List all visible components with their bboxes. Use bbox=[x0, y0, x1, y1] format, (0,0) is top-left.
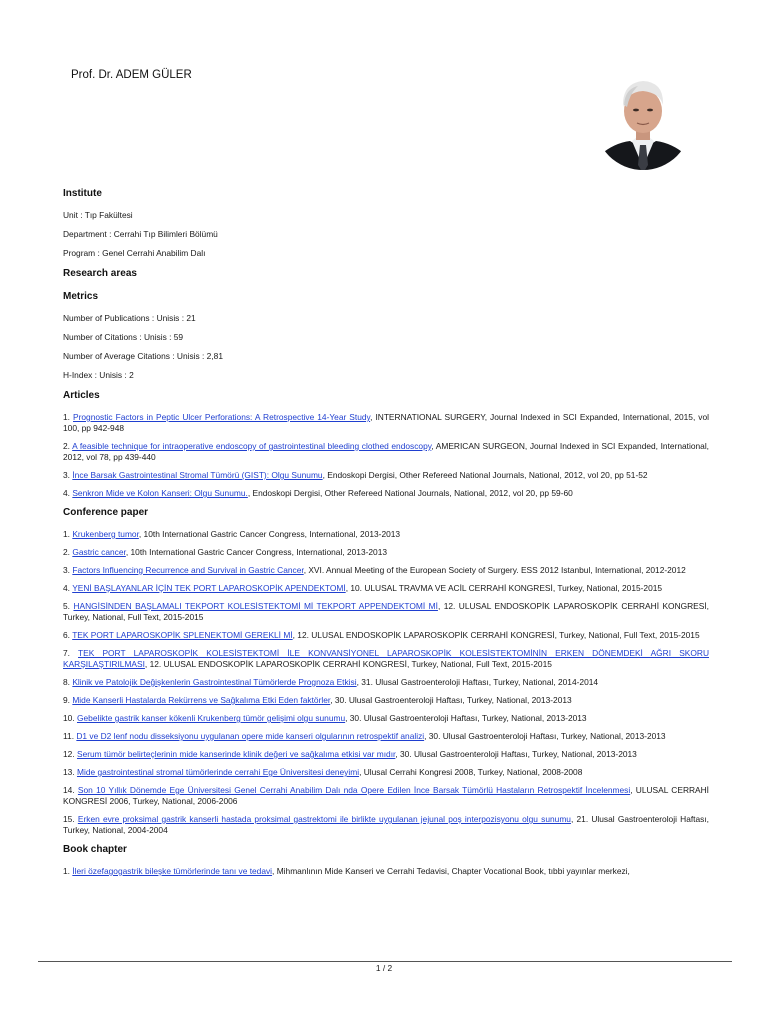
person-photo-icon bbox=[594, 69, 692, 175]
entry-details: , 10th International Gastric Cancer Congress, International, 2013-2013 bbox=[138, 529, 401, 539]
entry-details: , 10. ULUSAL TRAVMA VE ACİL CERRAHİ KONGRESİ, Turkey, National, 2015-2015 bbox=[345, 583, 663, 593]
article-entry bbox=[63, 441, 709, 463]
entry-number: 11. bbox=[63, 731, 75, 741]
entry-title-link[interactable]: Senkron Mide ve Kolon Kanseri: Olgu Sunumu. bbox=[72, 488, 248, 498]
entry-number: 14. bbox=[63, 785, 75, 795]
articles-list bbox=[63, 412, 709, 499]
entry-number: 13. bbox=[63, 767, 75, 777]
entry-title-link[interactable]: Krukenberg tumor bbox=[72, 529, 139, 539]
book-chapter-list bbox=[63, 866, 709, 877]
entry-title-link[interactable]: İleri özefagogastrik bileşke tümörlerinde tanı ve tedavi bbox=[72, 866, 273, 876]
entry-details: , 12. ULUSAL ENDOSKOPİK LAPAROSKOPİK CERRAHİ KONGRESİ, Turkey, National, Full Text, 2015-2015 bbox=[63, 601, 710, 622]
entry-number: 8. bbox=[63, 677, 70, 687]
entry-title-link[interactable]: D1 ve D2 lenf nodu disseksiyonu uygulanan opere mide kanseri olgularının retrospektif analizi bbox=[76, 731, 425, 741]
profile-photo bbox=[594, 69, 692, 175]
entry-details: , Endoskopi Dergisi, Other Refereed National Journals, National, 2012, vol 20, pp 59-60 bbox=[247, 488, 573, 498]
conference-entry bbox=[63, 565, 709, 576]
program-line: Program : Genel Cerrahi Anabilim Dalı bbox=[63, 248, 206, 258]
entry-title-link[interactable]: TEK PORT LAPAROSKOPİK SPLENEKTOMİ GEREKLİ Mİ bbox=[72, 630, 293, 640]
entry-number: 4. bbox=[63, 488, 70, 498]
institute-heading: Institute bbox=[63, 188, 102, 199]
entry-number: 9. bbox=[63, 695, 70, 705]
footer-divider bbox=[38, 961, 732, 962]
entry-title-link[interactable]: Gebelikte gastrik kanser kökenli Krukenberg tümör gelişimi olgu sunumu bbox=[76, 713, 346, 723]
conference-entry bbox=[63, 547, 709, 558]
book-chapter-entry bbox=[63, 866, 709, 877]
entry-number: 4. bbox=[63, 583, 70, 593]
entry-number: 15. bbox=[63, 814, 75, 824]
metrics-heading: Metrics bbox=[63, 291, 99, 302]
entry-number: 7. bbox=[63, 648, 70, 658]
entry-number: 2. bbox=[63, 441, 70, 451]
entry-details: , 12. ULUSAL ENDOSKOPİK LAPAROSKOPİK CERRAHİ KONGRESİ, Turkey, National, Full Text, 2015-2015 bbox=[144, 659, 552, 669]
entry-details: , Ulusal Cerrahi Kongresi 2008, Turkey, National, 2008-2008 bbox=[359, 767, 583, 777]
conference-entry bbox=[63, 767, 709, 778]
conference-entry bbox=[63, 529, 709, 540]
articles-heading: Articles bbox=[63, 390, 100, 401]
article-entry bbox=[63, 412, 709, 434]
entry-title-link[interactable]: Mide gastrointestinal stromal tümörlerinde cerrahi Ege Üniversitesi deneyimi bbox=[76, 767, 360, 777]
metric-h-index: H-Index : Unisis : 2 bbox=[63, 370, 134, 380]
conference-entry bbox=[63, 677, 709, 688]
entry-details: , 30. Ulusal Gastroenteroloji Haftası, Turkey, National, 2013-2013 bbox=[395, 749, 637, 759]
conference-entry bbox=[63, 648, 709, 670]
entry-details: , 30. Ulusal Gastroenteroloji Haftası, Turkey, National, 2013-2013 bbox=[330, 695, 572, 705]
page-number: 1 / 2 bbox=[375, 963, 393, 973]
entry-title-link[interactable]: Factors Influencing Recurrence and Survival in Gastric Cancer bbox=[72, 565, 304, 575]
conference-entry bbox=[63, 630, 709, 641]
entry-details: , 12. ULUSAL ENDOSKOPİK LAPAROSKOPİK CERRAHİ KONGRESİ, Turkey, National, Full Text, 2015-2015 bbox=[292, 630, 700, 640]
conference-entry bbox=[63, 601, 709, 623]
conference-entry bbox=[63, 749, 709, 760]
entry-title-link[interactable]: TEK PORT LAPAROSKOPİK KOLESİSTEKTOMİ İLE KONVANSİYONEL LAPAROSKOPİK KOLESİSTEKTOMİNİN ERKEN DÖNEMDEKİ AĞRI SKORU KARŞILAŞTIRILMASI bbox=[63, 648, 709, 669]
entry-title-link[interactable]: Klinik ve Patolojik Değişkenlerin Gastrointestinal Tümörlerde Prognoza Etkisi bbox=[72, 677, 357, 687]
entry-details: , 30. Ulusal Gastroenteroloji Haftası, Turkey, National, 2013-2013 bbox=[345, 713, 587, 723]
entry-number: 2. bbox=[63, 547, 70, 557]
entry-details: , ULUSAL CERRAHİ KONGRESİ 2006, Turkey, National, 2006-2006 bbox=[63, 785, 709, 806]
entry-title-link[interactable]: Prognostic Factors in Peptic Ulcer Perforations: A Retrospective 14-Year Study bbox=[73, 412, 371, 422]
entry-title-link[interactable]: Erken evre proksimal gastrik kanserli hastada proksimal gastrektomi ile birlikte uygulanan jejunal poş interpozisyonu olgu sunumu bbox=[77, 814, 571, 824]
entry-details: , XVI. Annual Meeting of the European Society of Surgery. ESS 2012 Istanbul, International, 2012-2012 bbox=[303, 565, 686, 575]
entry-number: 3. bbox=[63, 565, 70, 575]
entry-details: , 31. Ulusal Gastroenteroloji Haftası, Turkey, National, 2014-2014 bbox=[356, 677, 599, 687]
conference-entry bbox=[63, 695, 709, 706]
cv-content bbox=[63, 187, 709, 884]
book-chapter-heading: Book chapter bbox=[63, 844, 127, 855]
metric-average-citations: Number of Average Citations : Unisis : 2,81 bbox=[63, 351, 223, 361]
conference-entry bbox=[63, 814, 709, 836]
department-line: Department : Cerrahi Tıp Bilimleri Bölümü bbox=[63, 229, 218, 239]
metric-publications: Number of Publications : Unisis : 21 bbox=[63, 313, 196, 323]
entry-details: , 21. Ulusal Gastroenteroloji Haftası, Turkey, National, 2004-2004 bbox=[63, 814, 710, 835]
entry-details: , Mihmanlının Mide Kanseri ve Cerrahi Tedavisi, Chapter Vocational Book, tıbbi yayınlar merkezi, bbox=[272, 866, 630, 876]
entry-number: 1. bbox=[63, 412, 70, 422]
entry-title-link[interactable]: Gastric cancer bbox=[72, 547, 126, 557]
conference-entry bbox=[63, 785, 709, 807]
entry-title-link[interactable]: Mide Kanserli Hastalarda Rekürrens ve Sağkalıma Etki Eden faktörler bbox=[72, 695, 331, 705]
entry-number: 3. bbox=[63, 470, 70, 480]
article-entry bbox=[63, 470, 709, 481]
entry-details: , INTERNATIONAL SURGERY, Journal Indexed in SCI Expanded, International, 2015, vol 100, pp 942-948 bbox=[63, 412, 710, 433]
entry-title-link[interactable]: HANGİSİNDEN BAŞLAMALI TEKPORT KOLESİSTEKTOMİ Mİ TEKPORT APPENDEKTOMİ Mİ bbox=[73, 601, 438, 611]
research-areas-heading: Research areas bbox=[63, 268, 137, 279]
entry-title-link[interactable]: Son 10 Yıllık Dönemde Ege Üniversitesi Genel Cerrahi Anabilim Dalı nda Opere Edilen İnce Barsak Tümörlü Hastaların Retrospektif İncelenmesi bbox=[77, 785, 631, 795]
conference-entry bbox=[63, 713, 709, 724]
entry-title-link[interactable]: A feasible technique for intraoperative endoscopy of gastrointestinal bleeding clothed endoscopy bbox=[72, 441, 432, 451]
entry-number: 1. bbox=[63, 529, 70, 539]
person-name: Prof. Dr. ADEM GÜLER bbox=[71, 69, 192, 81]
unit-line: Unit : Tıp Fakültesi bbox=[63, 210, 133, 220]
entry-title-link[interactable]: YENİ BAŞLAYANLAR İÇİN TEK PORT LAPAROSKOPİK APENDEKTOMİ bbox=[72, 583, 346, 593]
entry-number: 1. bbox=[63, 866, 70, 876]
entry-details: , Endoskopi Dergisi, Other Refereed National Journals, National, 2012, vol 20, pp 51-52 bbox=[322, 470, 648, 480]
conference-heading: Conference paper bbox=[63, 507, 149, 518]
entry-number: 12. bbox=[63, 749, 75, 759]
conference-entry bbox=[63, 583, 709, 594]
entry-number: 6. bbox=[63, 630, 70, 640]
conference-list bbox=[63, 529, 709, 836]
entry-details: , 30. Ulusal Gastroenteroloji Haftası, Turkey, National, 2013-2013 bbox=[424, 731, 666, 741]
article-entry bbox=[63, 488, 709, 499]
metric-citations: Number of Citations : Unisis : 59 bbox=[63, 332, 184, 342]
entry-details: , 10th International Gastric Cancer Congress, International, 2013-2013 bbox=[125, 547, 388, 557]
entry-details: , AMERICAN SURGEON, Journal Indexed in SCI Expanded, International, 2012, vol 78, pp 439-440 bbox=[63, 441, 710, 462]
entry-number: 10. bbox=[63, 713, 75, 723]
entry-number: 5. bbox=[63, 601, 70, 611]
entry-title-link[interactable]: İnce Barsak Gastrointestinal Stromal Tümörü (GIST): Olgu Sunumu bbox=[72, 470, 323, 480]
entry-title-link[interactable]: Serum tümör belirteçlerinin mide kanserinde klinik değeri ve sağkalıma etkisi var mıdır bbox=[76, 749, 396, 759]
conference-entry bbox=[63, 731, 709, 742]
